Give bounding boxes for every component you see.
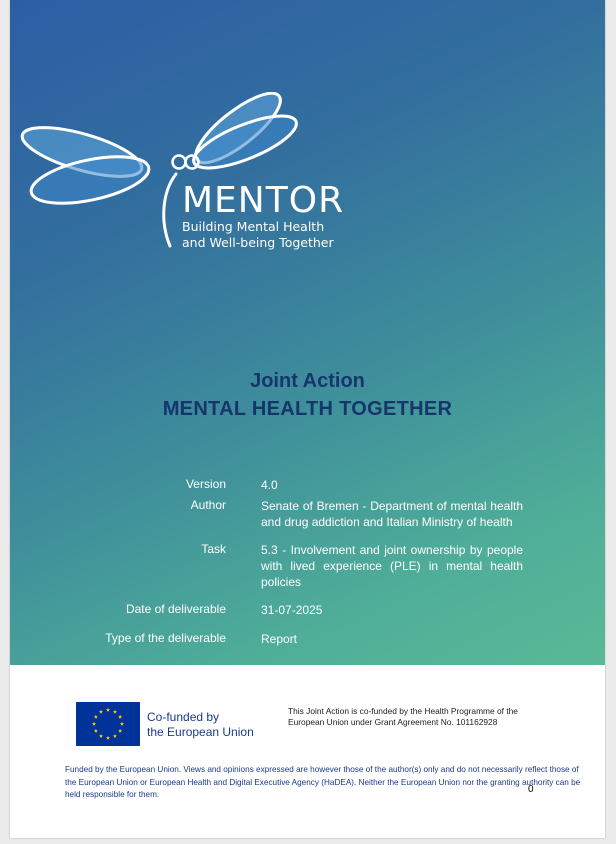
date-value: 31-07-2025 (261, 603, 323, 617)
tagline-line-1: Building Mental Health (182, 219, 325, 234)
joint-action-note: This Joint Action is co-funded by the Health Programme of the European Union under Grant Agreement No. 101162928 (288, 706, 518, 727)
logo-wordmark: MENTOR (182, 180, 345, 221)
version-label: Version (185, 477, 226, 491)
date-label: Date of deliverable (125, 602, 226, 616)
page-number: 0 (528, 784, 534, 795)
cofunded-line-2: the European Union (147, 725, 254, 739)
task-value: 5.3 - Involvement and joint ownership by people with lived experience (PLE) in mental health policies (261, 543, 523, 589)
document-page (10, 0, 605, 838)
title-line-2: MENTAL HEALTH TOGETHER (162, 398, 453, 420)
type-label: Type of the deliverable (105, 631, 226, 645)
title-line-1: Joint Action (250, 370, 365, 392)
tagline-line-2: and Well-being Together (182, 235, 334, 250)
type-value: Report (261, 632, 298, 646)
task-label: Task (201, 542, 226, 556)
author-label: Author (190, 498, 226, 512)
cofunded-label (147, 710, 254, 740)
cofunded-line-1: Co-funded by (147, 710, 220, 724)
logo-tagline (182, 219, 334, 251)
funding-disclaimer: Funded by the European Union. Views and opinions expressed are however those of the author(s) only and do not necessarily reflect those of the European Union or European Health and Digital Executive Agency (HaDEA). Neither the European Union nor the granting authority can be held responsible for them. (65, 765, 581, 799)
author-value: Senate of Bremen - Department of mental health and drug addiction and Italian Ministry of health (261, 499, 523, 529)
eu-flag-icon (76, 702, 140, 746)
cover-panel (10, 0, 605, 665)
version-value: 4.0 (261, 478, 278, 492)
